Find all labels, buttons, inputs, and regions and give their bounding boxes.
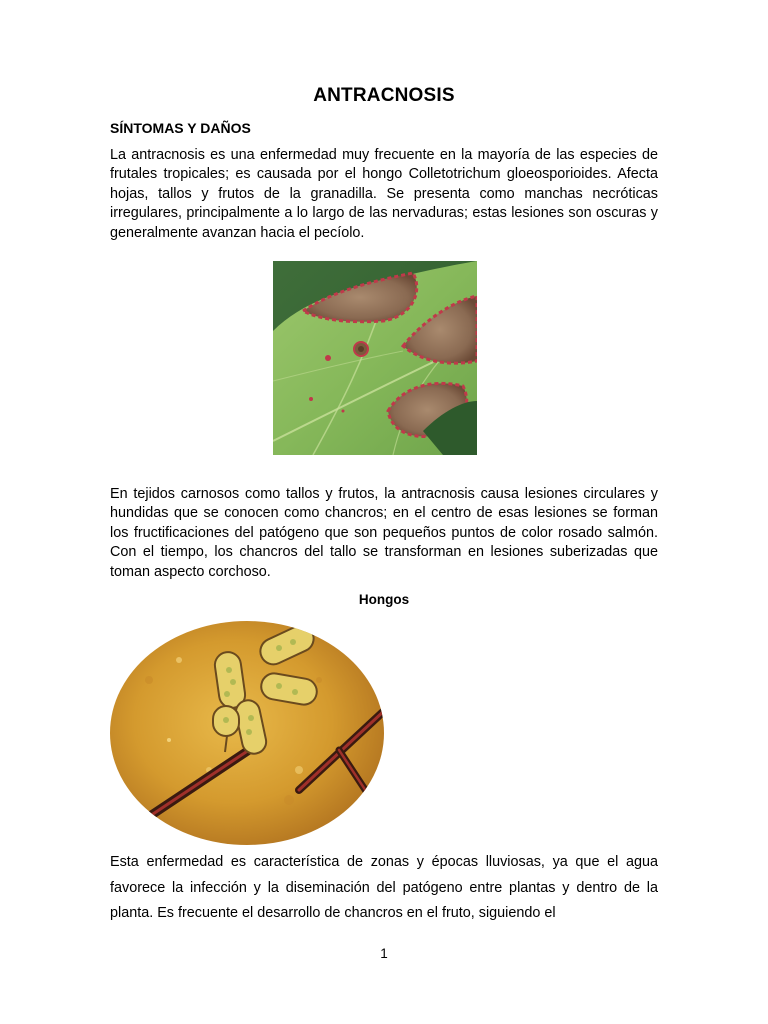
paragraph-tissues: En tejidos carnosos como tallos y frutos, la antracnosis causa lesiones circulares y hundidas que se conocen como chancros; en el centro de esas lesiones se forman los fructificaciones del patógeno que son pequeños puntos de color rosado salmón. Con el tiempo, los chancros del tallo se transforman en lesiones suberizadas que toman aspecto corchoso. (110, 486, 658, 580)
page-title: ANTRACNOSIS (313, 85, 455, 106)
page-number: 1 (380, 946, 388, 961)
section-heading: SÍNTOMAS Y DAÑOS (110, 120, 251, 136)
paragraph-symptoms: La antracnosis es una enfermedad muy frecuente en la mayoría de las especies de frutales tropicales; es causada por el hongo Colletotrichum gloeosporioides. Afecta hojas, tallos y frutos de la granadilla. Se presenta como manchas necróticas irregulares, principalmente a lo largo de las nervaduras; estas lesiones son oscuras y generalmente avanzan hacia el pecíolo. (110, 147, 658, 241)
leaf-lesion-photo (273, 261, 477, 455)
paragraph-conditions: Esta enfermedad es característica de zonas y épocas lluviosas, ya que el agua favorece la infección y la diseminación del patógeno entre plantas y dentro de la planta. Es frecuente el desarrollo de chancros en el fruto, siguiendo el (110, 854, 658, 922)
figure-caption: Hongos (358, 592, 410, 607)
fungus-microscope-photo (109, 620, 385, 846)
